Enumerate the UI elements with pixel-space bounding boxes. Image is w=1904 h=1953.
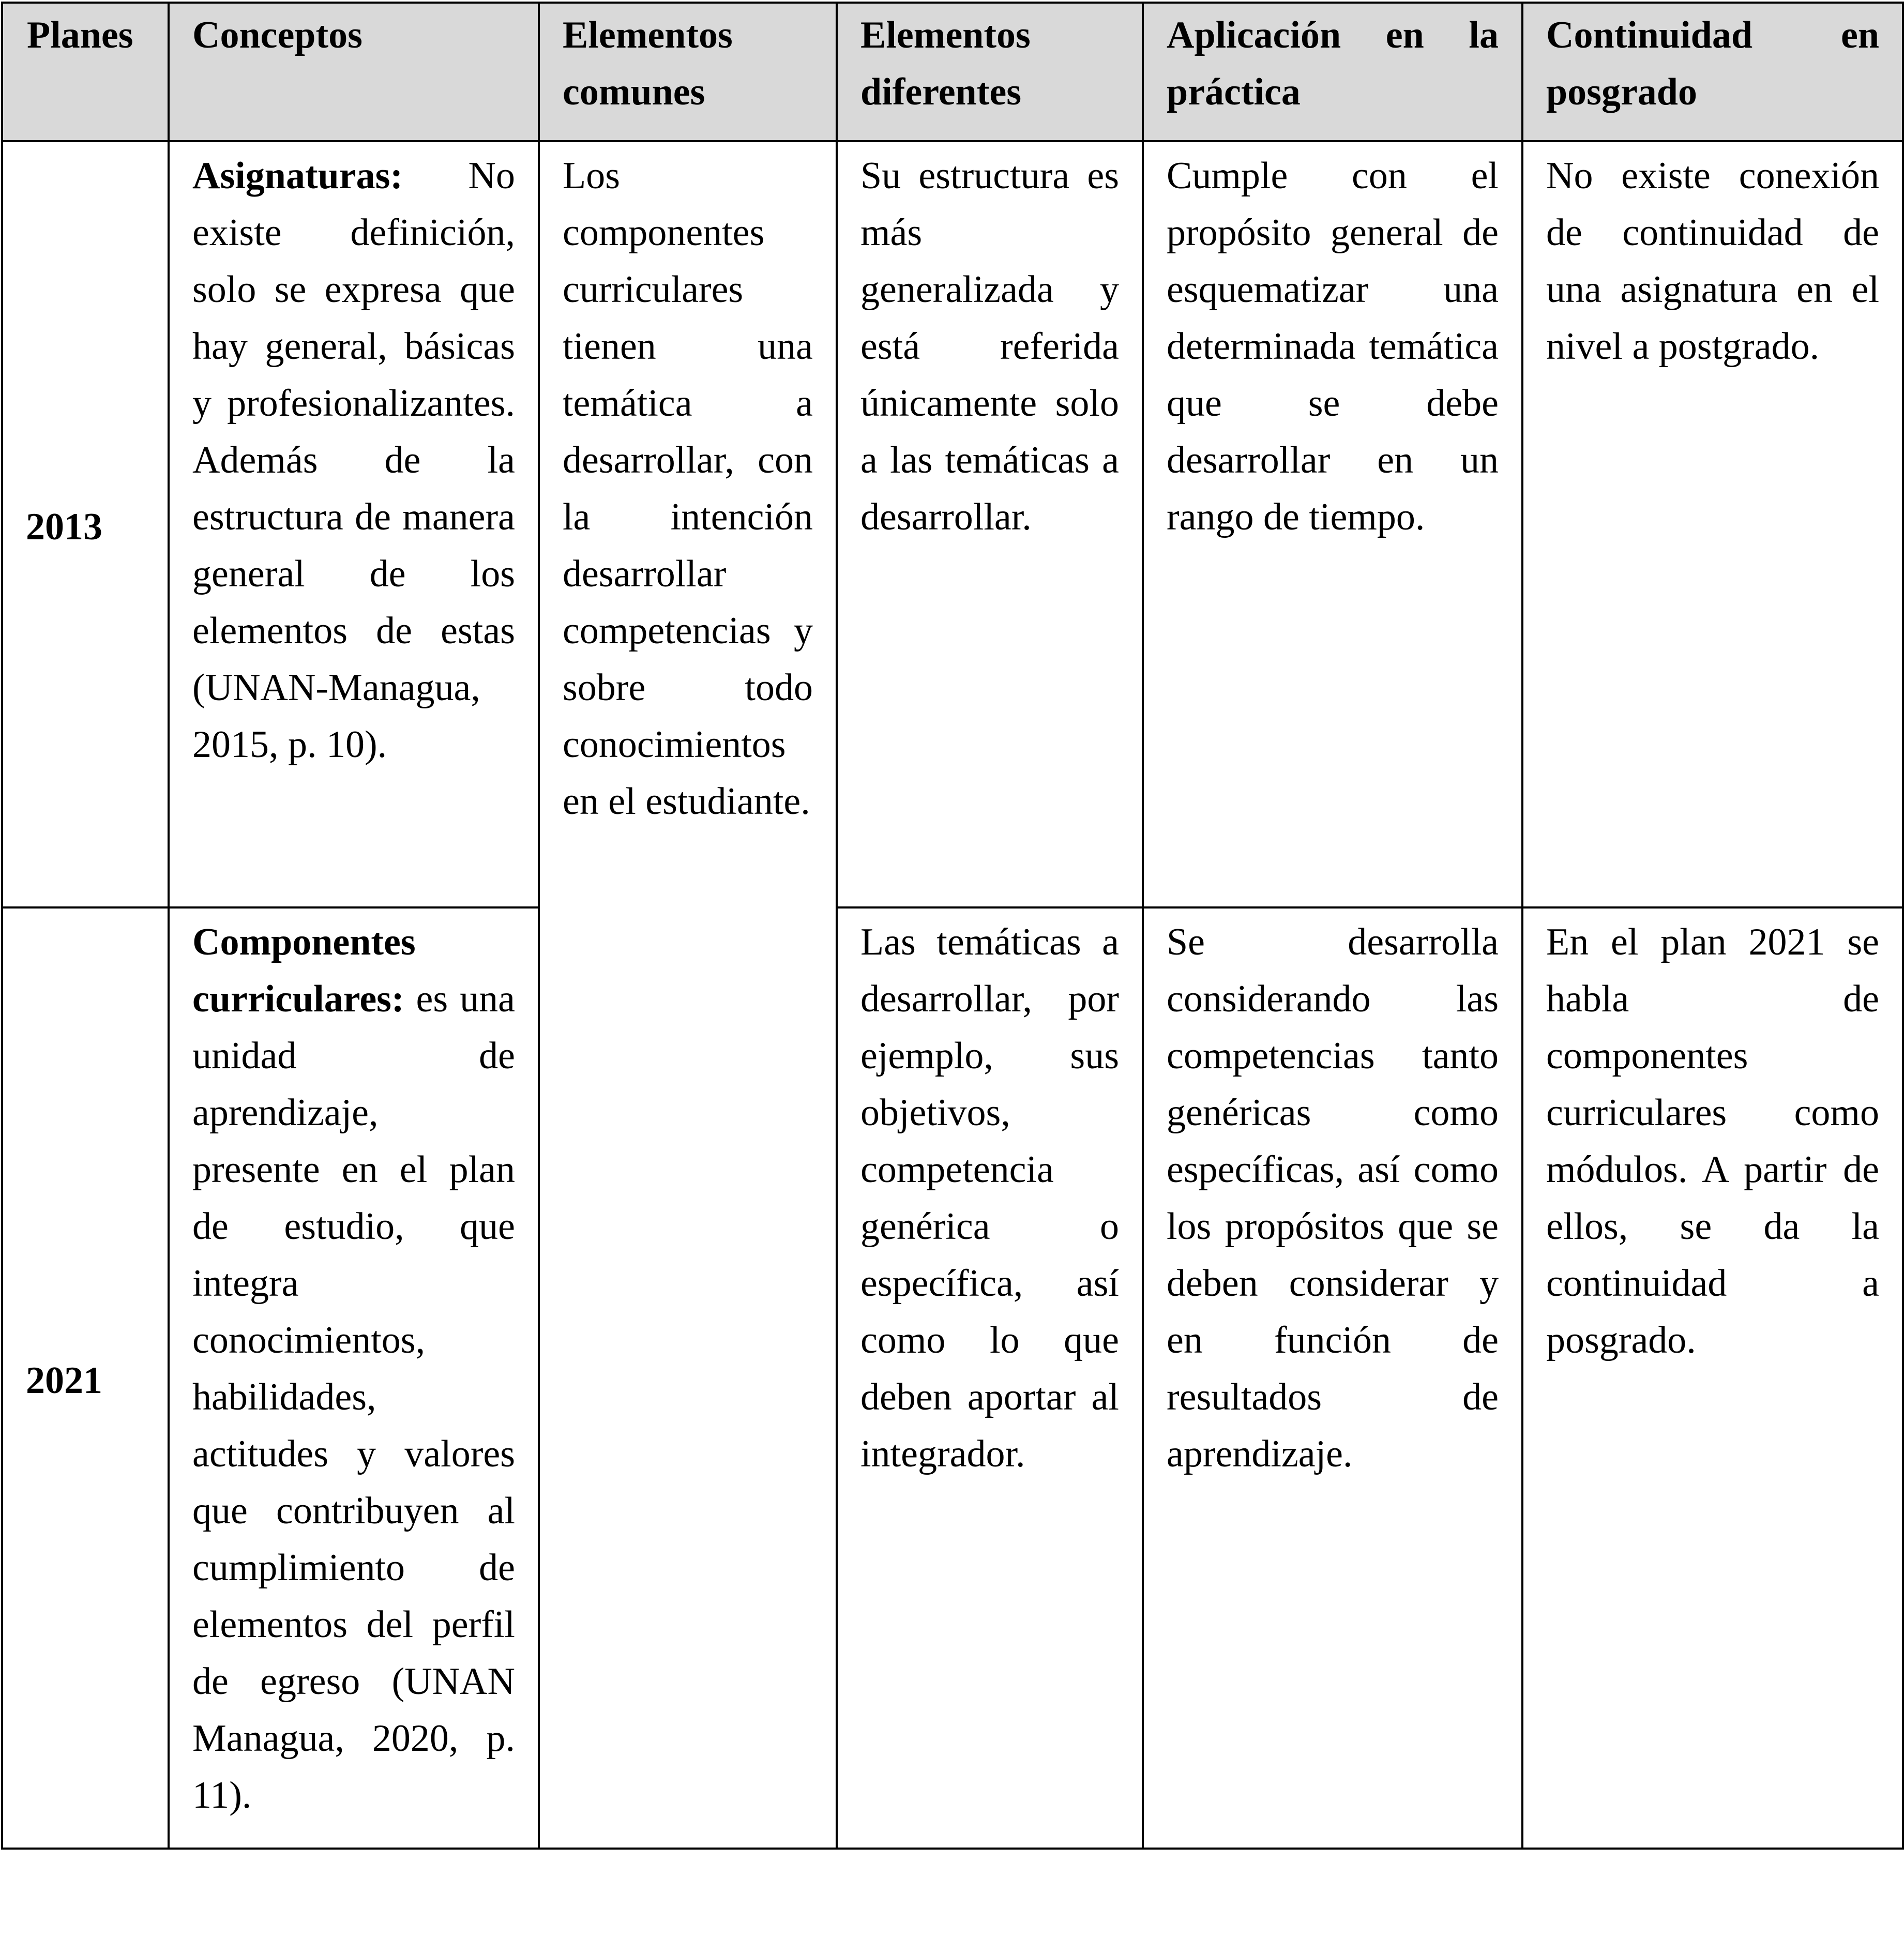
table-row [2,141,1903,907]
concepto-term: Componentes curriculares: [192,921,416,1020]
table-row [2,907,1903,1849]
elementos-diferentes-cell: Las temáticas a desarrollar, por ejemplo, sus objetivos, competencia genérica o específica, así como lo que deben aportar al integrador. [837,907,1143,1849]
concepto-text: No existe definición, solo se expresa que hay general, básicas y profesionalizantes. Además de la estructura de manera general de los elementos de estas (UNAN-Managua, 2015, p. 10). [192,155,515,766]
concepto-text: es una unidad de aprendizaje, presente en el plan de estudio, que integra conocimientos, habilidades, actitudes y valores que contribuyen al cumplimiento de elementos del perfil de egreso (UNAN Managua, 2020, p. 11). [192,978,515,1816]
continuidad-cell: En el plan 2021 se habla de componentes curriculares como módulos. A partir de ellos, se da la continuidad a posgrado. [1522,907,1903,1849]
header-continuidad: Continuidad en posgrado [1522,3,1903,141]
concepto-cell [169,141,539,907]
concepto-term: Asignaturas: [192,155,403,197]
header-aplicacion: Aplicación en la práctica [1143,3,1522,141]
concepto-cell [169,907,539,1849]
header-row [2,3,1903,141]
header-elementos-comunes: Elementos comunes [539,3,837,141]
aplicacion-cell: Cumple con el propósito general de esquematizar una determinada temática que se debe desarrollar en un rango de tiempo. [1143,141,1522,907]
elementos-diferentes-cell: Su estructura es más generalizada y está referida únicamente solo a las temáticas a desarrollar. [837,141,1143,907]
elementos-comunes-cell: Los componentes curriculares tienen una temática a desarrollar, con la intención desarrollar competencias y sobre todo conocimientos en el estudiante. [539,141,837,1849]
continuidad-cell: No existe conexión de continuidad de una asignatura en el nivel a postgrado. [1522,141,1903,907]
header-elementos-diferentes: Elementos diferentes [837,3,1143,141]
aplicacion-cell: Se desarrolla considerando las competencias tanto genéricas como específicas, así como los propósitos que se deben considerar y en función de resultados de aprendizaje. [1143,907,1522,1849]
comparison-table [1,2,1904,1850]
header-conceptos: Conceptos [169,3,539,141]
plan-year-cell: 2021 [2,907,169,1849]
plan-year-cell: 2013 [2,141,169,907]
header-planes: Planes [2,3,169,141]
